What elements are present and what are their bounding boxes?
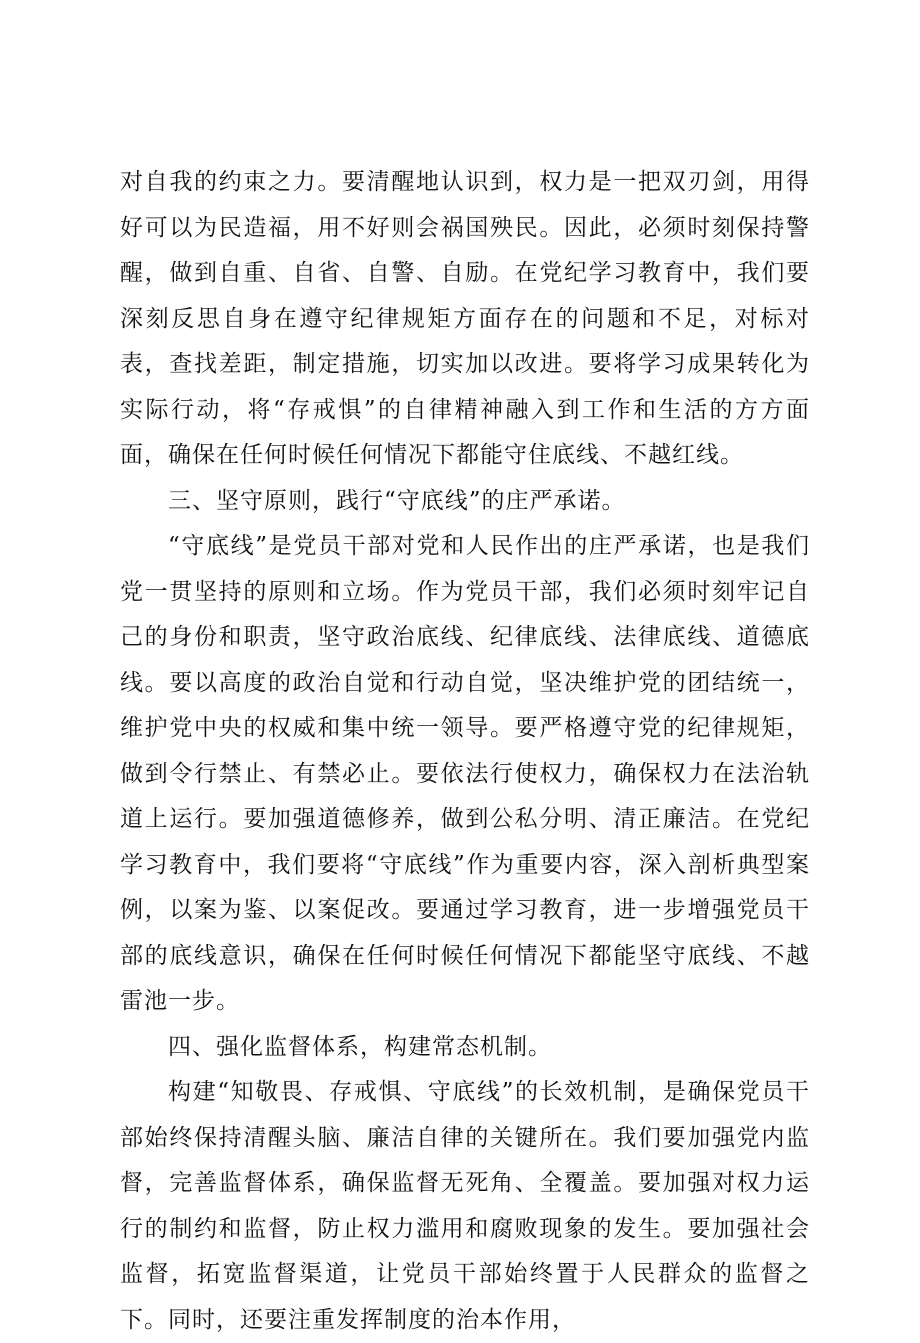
paragraph-bottom-line: “守底线”是党员干部对党和人民作出的庄严承诺，也是我们党一贯坚持的原则和立场。作为党员干部，我们必须时刻牢记自己的身份和职责，坚守政治底线、纪律底线、法律底线、道德底线。要以高度的政治自觉和行动自觉，坚决维护党的团结统一，维护党中央的权威和集中统一领导。要严格遵守党的纪律规矩，做到令行禁止、有禁必止。要依法行使权力，确保权力在法治轨道上运行。要加强道德修养，做到公私分明、清正廉洁。在党纪学习教育中，我们要将“守底线”作为重要内容，深入剖析典型案例，以案为鉴、以案促改。要通过学习教育，进一步增强党员干部的底线意识，确保在任何时候任何情况下都能坚守底线、不越雷池一步。 bbox=[120, 533, 810, 1014]
paragraph-supervision: 构建“知敬畏、存戒惧、守底线”的长效机制，是确保党员干部始终保持清醒头脑、廉洁自律的关键所在。我们要加强党内监督，完善监督体系，确保监督无死角、全覆盖。要加强对权力运行的制约和监督，防止权力滥用和腐败现象的发生。要加强社会监督，拓宽监督渠道，让党员干部始终置于人民群众的监督之下。同时，还要注重发挥制度的治本作用， bbox=[120, 1079, 810, 1333]
document-body bbox=[120, 160, 810, 1343]
section-heading-4: 四、强化监督体系，构建常态机制。 bbox=[168, 1033, 552, 1060]
section-heading-3: 三、坚守原则，践行“守底线”的庄严承诺。 bbox=[168, 487, 626, 514]
paragraph-continuation: 对自我的约束之力。要清醒地认识到，权力是一把双刃剑，用得好可以为民造福，用不好则会祸国殃民。因此，必须时刻保持警醒，做到自重、自省、自警、自励。在党纪学习教育中，我们要深刻反思自身在遵守纪律规矩方面存在的问题和不足，对标对表，查找差距，制定措施，切实加以改进。要将学习成果转化为实际行动，将“存戒惧”的自律精神融入到工作和生活的方方面面，确保在任何时候任何情况下都能守住底线、不越红线。 bbox=[120, 169, 810, 468]
